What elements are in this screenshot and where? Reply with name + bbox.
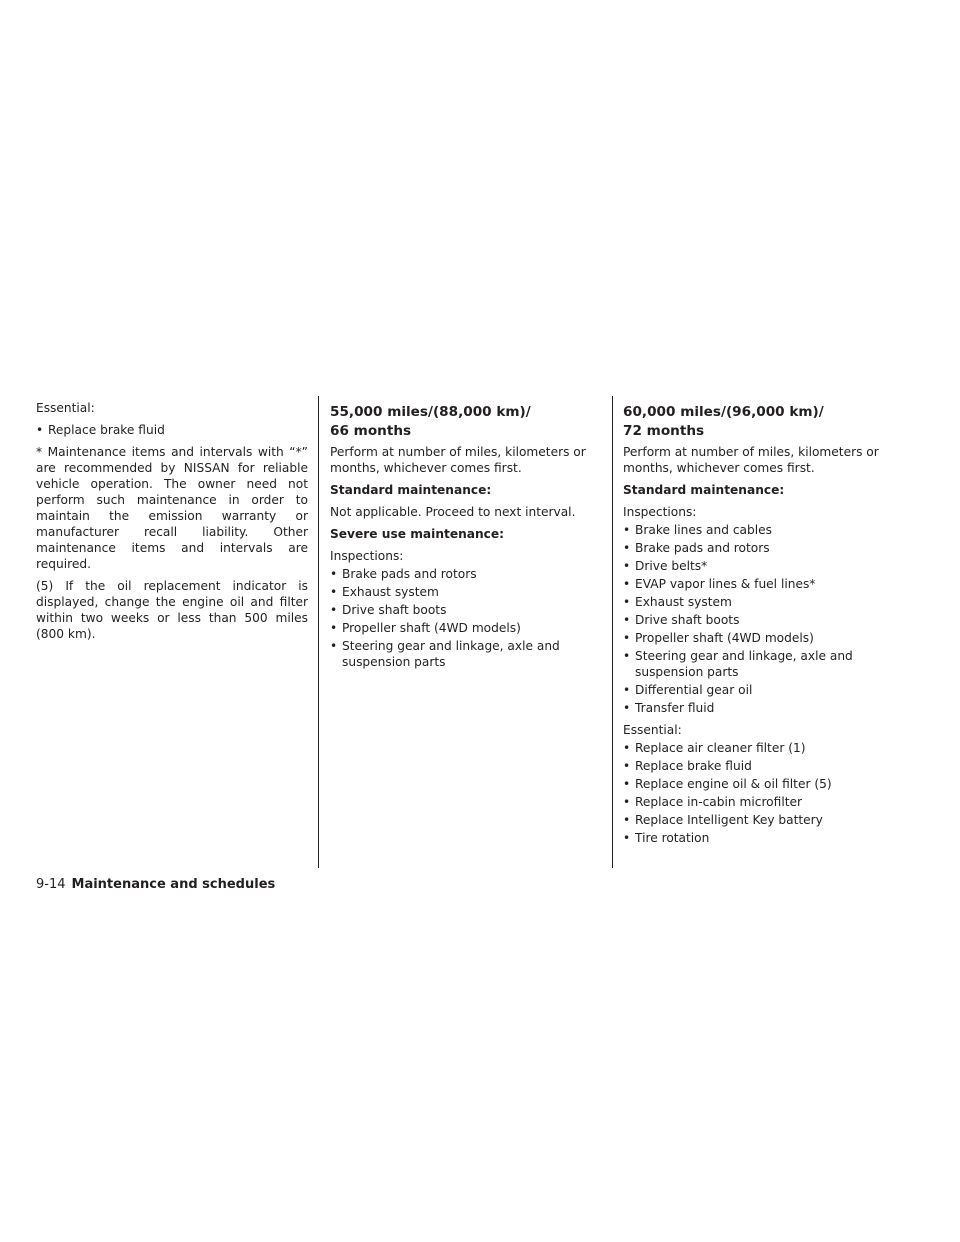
list-item <box>623 682 895 698</box>
bullet-icon: • <box>623 777 631 791</box>
list-item-text: Replace brake fluid <box>635 759 752 773</box>
bullet-icon: • <box>36 423 44 437</box>
bullet-icon: • <box>330 603 338 617</box>
column-divider <box>318 396 319 868</box>
essential-list <box>36 422 308 438</box>
list-item <box>623 612 895 628</box>
inspections-label: Inspections: <box>330 549 404 563</box>
list-item <box>623 630 895 646</box>
bullet-icon: • <box>623 795 631 809</box>
footnote-5: (5) If the oil replacement indicator is displayed, change the engine oil and filter within two weeks or less than 500 miles (800 km). <box>36 579 308 641</box>
list-item-text: Transfer fluid <box>635 701 715 715</box>
bullet-icon: • <box>623 613 631 627</box>
list-item-text: Drive shaft boots <box>635 613 740 627</box>
inspections-label: Inspections: <box>623 505 697 519</box>
bullet-icon: • <box>623 813 631 827</box>
list-item-text: Exhaust system <box>342 585 439 599</box>
list-item-text: Steering gear and linkage, axle and suspension parts <box>342 639 560 669</box>
bullet-icon: • <box>623 831 631 845</box>
list-item <box>623 776 895 792</box>
list-item <box>623 740 895 756</box>
list-item <box>623 830 895 846</box>
column-2 <box>330 400 602 676</box>
bullet-icon: • <box>330 639 338 653</box>
essential-label: Essential: <box>623 723 682 737</box>
list-item-text: Replace in-cabin microfilter <box>635 795 802 809</box>
list-item <box>623 522 895 538</box>
interval-intro: Perform at number of miles, kilometers or months, whichever comes first. <box>330 445 586 475</box>
list-item-text: Brake pads and rotors <box>635 541 770 555</box>
list-item <box>330 602 602 618</box>
heading-line-2: 72 months <box>623 423 705 439</box>
list-item-text: Tire rotation <box>635 831 710 845</box>
column-1 <box>36 400 308 648</box>
list-item <box>623 558 895 574</box>
standard-text: Not applicable. Proceed to next interval. <box>330 505 576 519</box>
list-item-text: Replace air cleaner filter (1) <box>635 741 806 755</box>
page-number: 9-14 <box>36 877 66 892</box>
list-item <box>330 638 602 670</box>
bullet-icon: • <box>330 621 338 635</box>
list-item-text: Drive shaft boots <box>342 603 447 617</box>
standard-label: Standard maintenance: <box>623 483 785 497</box>
list-item-text: Replace brake fluid <box>48 423 165 437</box>
list-item <box>623 576 895 592</box>
bullet-icon: • <box>623 577 631 591</box>
list-item <box>623 794 895 810</box>
bullet-icon: • <box>330 567 338 581</box>
inspections-list <box>330 566 602 670</box>
list-item <box>330 620 602 636</box>
list-item <box>623 540 895 556</box>
list-item-text: Replace Intelligent Key battery <box>635 813 823 827</box>
heading-line-2: 66 months <box>330 423 412 439</box>
severe-label: Severe use maintenance: <box>330 527 505 541</box>
bullet-icon: • <box>623 523 631 537</box>
list-item <box>330 584 602 600</box>
bullet-icon: • <box>623 683 631 697</box>
bullet-icon: • <box>623 741 631 755</box>
column-3 <box>623 400 895 852</box>
bullet-icon: • <box>623 649 631 663</box>
interval-heading <box>330 403 602 441</box>
list-item-text: Propeller shaft (4WD models) <box>342 621 521 635</box>
list-item-text: Drive belts* <box>635 559 708 573</box>
list-item <box>330 566 602 582</box>
list-item-text: Brake pads and rotors <box>342 567 477 581</box>
list-item-text: Brake lines and cables <box>635 523 772 537</box>
list-item <box>623 700 895 716</box>
list-item <box>623 648 895 680</box>
list-item-text: Propeller shaft (4WD models) <box>635 631 814 645</box>
column-divider <box>612 396 613 868</box>
bullet-icon: • <box>330 585 338 599</box>
list-item-text: Replace engine oil & oil filter (5) <box>635 777 832 791</box>
bullet-icon: • <box>623 541 631 555</box>
heading-line-1: 60,000 miles/(96,000 km)/ <box>623 404 824 420</box>
bullet-icon: • <box>623 701 631 715</box>
list-item-text: Steering gear and linkage, axle and suspension parts <box>635 649 853 679</box>
list-item <box>623 594 895 610</box>
footnote-star: * Maintenance items and intervals with “*” are recommended by NISSAN for reliable vehicle operation. The owner need not perform such maintenance in order to maintain the emission warranty or manufacturer recall liability. Other maintenance items and intervals are required. <box>36 445 308 571</box>
list-item <box>36 422 308 438</box>
inspections-list <box>623 522 895 716</box>
interval-intro: Perform at number of miles, kilometers or months, whichever comes first. <box>623 445 879 475</box>
list-item-text: Differential gear oil <box>635 683 753 697</box>
interval-heading <box>623 403 895 441</box>
bullet-icon: • <box>623 559 631 573</box>
page-footer <box>36 877 275 893</box>
essential-label: Essential: <box>36 401 95 415</box>
list-item <box>623 812 895 828</box>
list-item <box>623 758 895 774</box>
bullet-icon: • <box>623 595 631 609</box>
heading-line-1: 55,000 miles/(88,000 km)/ <box>330 404 531 420</box>
list-item-text: EVAP vapor lines & fuel lines* <box>635 577 816 591</box>
list-item-text: Exhaust system <box>635 595 732 609</box>
standard-label: Standard maintenance: <box>330 483 492 497</box>
essential-list <box>623 740 895 846</box>
section-title: Maintenance and schedules <box>71 877 276 892</box>
bullet-icon: • <box>623 631 631 645</box>
bullet-icon: • <box>623 759 631 773</box>
